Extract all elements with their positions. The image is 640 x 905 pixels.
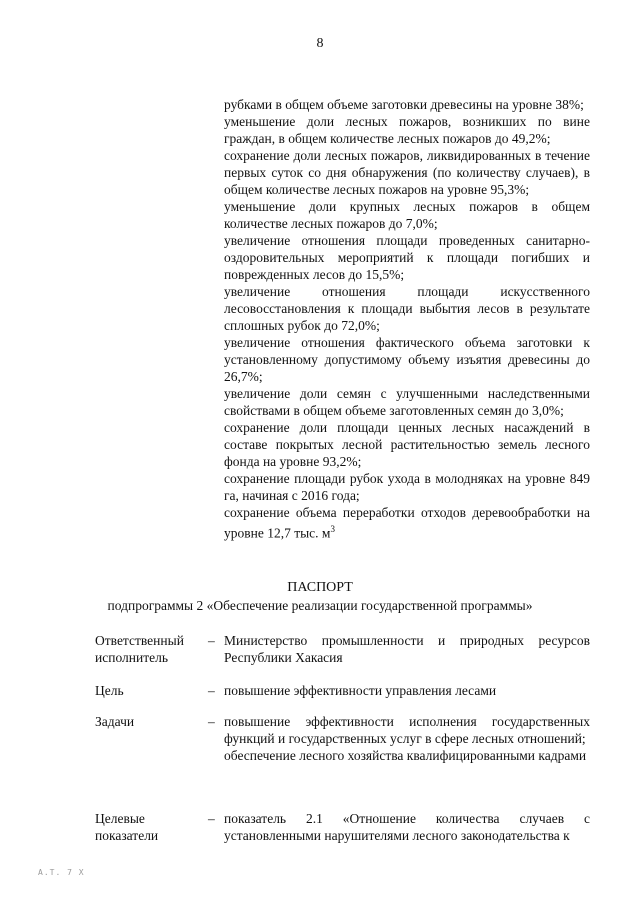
row-value <box>224 682 590 699</box>
list-item-text: сохранение объема переработки отходов деревообработки на уровне 12,7 тыс. м <box>224 505 590 541</box>
row-label: Задачи <box>95 714 135 729</box>
list-item: рубками в общем объеме заготовки древесины на уровне 38%; <box>224 97 584 112</box>
row-value-text: повышение эффективности исполнения государственных функций и государственных услуг в сфере лесных отношений; <box>224 714 590 746</box>
passport-title: ПАСПОРТ <box>287 580 353 595</box>
scan-footer-mark: A.T. 7 X <box>38 868 85 877</box>
list-item: сохранение площади рубок ухода в молодняках на уровне 849 га, начиная с 2016 года; <box>224 471 590 503</box>
list-item-last <box>224 504 590 542</box>
list-item: увеличение отношения площади искусственного лесовосстановления к площади выбытия лесов в результате сплошных рубок до 72,0%; <box>224 284 590 333</box>
row-label: Цель <box>95 683 124 698</box>
row-value <box>224 810 590 844</box>
list-item: увеличение доли семян с улучшенными наследственными свойствами в общем объеме заготовленных семян до 3,0%; <box>224 386 590 418</box>
list-item: увеличение отношения фактического объема заготовки к установленному допустимому объему изъятия древесины до 26,7%; <box>224 335 590 384</box>
list-item: сохранение доли площади ценных лесных насаждений в составе покрытых лесной растительностью земель лесного фонда на уровне 93,2%; <box>224 420 590 469</box>
row-value-text: обеспечение лесного хозяйства квалифицированными кадрами <box>224 748 587 763</box>
row-value-text: Министерство промышленности и природных ресурсов Республики Хакасия <box>224 633 590 665</box>
row-dash: – <box>208 633 215 648</box>
row-dash: – <box>208 683 215 698</box>
row-dash: – <box>208 714 215 729</box>
list-item: уменьшение доли лесных пожаров, возникших по вине граждан, в общем количестве лесных пожаров до 49,2%; <box>224 114 590 146</box>
list-item: сохранение доли лесных пожаров, ликвидированных в течение первых суток со дня обнаружения (по количеству случаев), в общем количестве лесных пожаров на уровне 95,3%; <box>224 148 590 197</box>
row-value-text: показатель 2.1 «Отношение количества случаев с установленными нарушителями лесного законодательства к <box>224 811 590 843</box>
unit-superscript: 3 <box>330 524 335 534</box>
row-label: Целевые показатели <box>95 811 159 843</box>
list-item: уменьшение доли крупных лесных пожаров в общем количестве лесных пожаров до 7,0%; <box>224 199 590 231</box>
row-dash: – <box>208 811 215 826</box>
row-value <box>224 632 590 666</box>
row-value-text: повышение эффективности управления лесами <box>224 683 497 698</box>
indicator-list <box>224 96 590 542</box>
row-value <box>224 713 590 764</box>
list-item: увеличение отношения площади проведенных санитарно-оздоровительных мероприятий к площади погибших и поврежденных лесов до 15,5%; <box>224 233 590 282</box>
page-number: 8 <box>316 36 324 51</box>
passport-subtitle: подпрограммы 2 «Обеспечение реализации государственной программы» <box>107 598 533 613</box>
row-label: Ответственный исполнитель <box>95 633 184 665</box>
